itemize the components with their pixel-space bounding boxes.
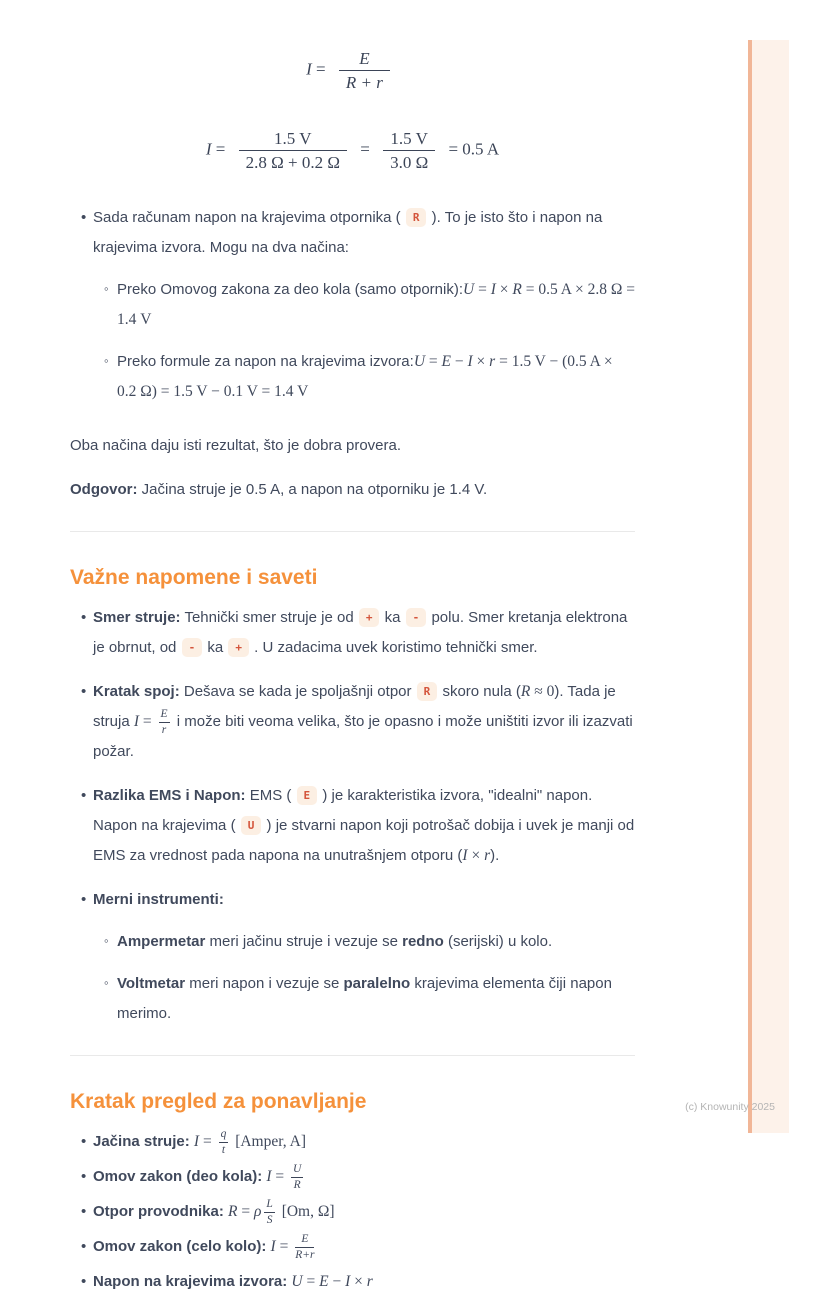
text-span: [Amper, A] <box>231 1133 307 1150</box>
list-item-text <box>93 1273 373 1290</box>
section-heading-summary: Kratak pregled za ponavljanje <box>70 1090 367 1113</box>
text-span: = <box>425 353 442 370</box>
bullet-marker <box>81 677 86 707</box>
formula-ohm-whole-circuit <box>70 0 635 94</box>
formula-lhs: I <box>306 59 312 79</box>
inline-fraction: $\frac{q}{t}$ <box>220 1128 227 1156</box>
solution-list <box>70 203 635 407</box>
list-item-text <box>93 1233 317 1261</box>
text-span: Napon na krajevima izvora: <box>93 1273 292 1290</box>
text-span: Preko formule za napon na krajevima izvora: <box>117 353 414 370</box>
text-span: r <box>484 847 491 864</box>
text-span: R <box>228 1203 238 1220</box>
notes-list <box>70 603 635 1029</box>
text-span: ≈ 0 <box>530 683 555 700</box>
text-span: Smer struje: <box>93 609 181 626</box>
list-item-text <box>93 891 224 908</box>
text-span: − <box>328 1273 346 1290</box>
check-note: Oba načina daju isti rezultat, što je dobra provera. <box>70 437 402 454</box>
fraction <box>383 128 435 174</box>
bullet-marker <box>104 926 109 956</box>
text-span: = <box>302 1273 320 1290</box>
text-span: Tehnički smer struje je od <box>180 609 358 626</box>
text-span: − <box>450 353 468 370</box>
inline-code-badge: R <box>406 208 427 227</box>
text-span: Preko Omovog zakona za deo kola (samo otpornik): <box>117 281 464 298</box>
list-item <box>93 347 635 407</box>
text-span: ). Tada je struja <box>93 683 616 730</box>
list-item-text <box>93 1198 335 1226</box>
inline-code-badge: E <box>297 786 318 805</box>
text-span: I <box>133 713 140 730</box>
divider <box>70 1055 635 1056</box>
inline-code-badge: - <box>406 608 427 627</box>
bullet-marker <box>81 781 86 811</box>
text-span: Jačina struje: <box>93 1133 194 1150</box>
text-span: Omov zakon (celo kolo): <box>93 1238 271 1255</box>
fraction <box>339 48 390 94</box>
text-span: R <box>512 281 522 298</box>
text-span: Odgovor: <box>70 481 138 498</box>
text-span: Sada računam napon na krajevima otpornika ( <box>93 209 405 226</box>
list-item <box>93 969 635 1029</box>
list-item-text <box>117 353 613 400</box>
inline-fraction: $\frac{U}{R}$ <box>293 1163 302 1191</box>
text-span: I <box>270 1238 276 1255</box>
list-item <box>93 927 635 957</box>
bullet-marker <box>81 1232 86 1262</box>
list-item-text <box>117 281 635 328</box>
list-item <box>70 781 635 871</box>
text-span: EMS ( <box>245 787 296 804</box>
list-item <box>70 1197 635 1227</box>
text-span: E <box>319 1273 329 1290</box>
text-span: U <box>463 281 475 298</box>
text-span: U <box>291 1273 303 1290</box>
text-span: I <box>490 281 496 298</box>
fraction-numerator: 1.5 V <box>239 128 347 151</box>
bullet-marker <box>81 1162 86 1192</box>
inline-fraction: $\frac{L}{S}$ <box>266 1198 273 1226</box>
text-span: ) je stvarni napon koji potrošač dobija i uvek je manji od EMS za vrednost pada napona na unutrašnjem otporu ( <box>93 817 635 864</box>
inline-code-badge: - <box>182 638 203 657</box>
text-span: meri jačinu struje i vezuje se <box>205 933 403 950</box>
text-span: paralelno <box>343 975 411 992</box>
list-item <box>70 1127 635 1157</box>
text-span: krajevima elementa čiji napon merimo. <box>117 975 612 1022</box>
text-span: = <box>275 1238 293 1255</box>
equals-sign: = <box>355 139 375 159</box>
text-span: ). To je isto što i napon na krajevima izvora. Mogu na dva načina: <box>93 209 603 256</box>
list-item-text <box>117 933 552 950</box>
bullet-marker <box>81 203 86 233</box>
text-span: r <box>366 1273 373 1290</box>
text-span: I <box>193 1133 200 1150</box>
text-span: meri napon i vezuje se <box>185 975 344 992</box>
text-span: Otpor provodnika: <box>93 1203 228 1220</box>
copyright-note: (c) Knowunity 2025 <box>685 1101 775 1113</box>
answer-line <box>70 475 635 505</box>
text-span: [Om, Ω] <box>277 1203 335 1220</box>
fraction-denominator: 3.0 Ω <box>390 152 429 172</box>
text-span: = <box>139 713 156 730</box>
page-edge-band <box>752 40 789 1133</box>
bullet-marker <box>104 274 109 304</box>
text-span: = <box>199 1133 216 1150</box>
text-span: I <box>462 847 468 864</box>
text-span: redno <box>402 933 444 950</box>
text-span: Ampermetar <box>117 933 206 950</box>
fraction-denominator: R + r <box>345 73 383 93</box>
fraction-numerator: E <box>339 48 390 71</box>
text-span: × <box>495 281 513 298</box>
section-heading-notes: Važne napomene i saveti <box>70 566 318 589</box>
bullet-marker <box>81 1127 86 1157</box>
text-span: × <box>467 847 485 864</box>
list-item <box>70 203 635 407</box>
bullet-marker <box>81 885 86 915</box>
text-span: I <box>467 353 473 370</box>
text-span: Jačina struje je 0.5 A, a napon na otporniku je 1.4 V. <box>137 481 488 498</box>
bullet-marker <box>81 1197 86 1227</box>
inline-fraction: $\frac{E}{R+r}$ <box>295 1233 315 1261</box>
page-edge-line <box>748 40 752 1133</box>
text-span: = <box>271 1168 289 1185</box>
text-span: skoro nula ( <box>438 683 521 700</box>
list-item-text <box>93 1163 306 1191</box>
text-span: Merni instrumenti: <box>93 891 224 908</box>
text-span: E <box>441 353 451 370</box>
fraction <box>239 128 347 174</box>
summary-list <box>70 1127 635 1297</box>
list-item-text <box>93 609 627 656</box>
bullet-marker <box>104 968 109 998</box>
list-item <box>70 1162 635 1192</box>
solution-sublist <box>93 275 635 407</box>
text-span: Razlika EMS i Napon: <box>93 787 246 804</box>
bullet-marker <box>81 603 86 633</box>
inline-fraction: $\frac{E}{r}$ <box>160 708 168 736</box>
text-span: polu. Smer kretanja elektrona je obrnut, od <box>93 609 628 656</box>
text-span: ) je karakteristika izvora, "idealni" napon. Napon na krajevima ( <box>93 787 593 834</box>
list-item-text <box>93 209 602 256</box>
text-span: U <box>413 353 426 370</box>
list-item-text <box>93 787 634 864</box>
formula-current-calculation <box>70 128 635 174</box>
text-span: r <box>489 353 496 370</box>
list-item-text <box>93 1128 307 1156</box>
text-span: ka <box>203 639 228 656</box>
text-span: i može biti veoma velika, što je opasno i može uništiti izvor ili izazvati požar. <box>93 713 633 760</box>
text-span: Dešava se kada je spoljašnji otpor <box>179 683 416 700</box>
text-span: = 0.5 A × 2.8 Ω = 1.4 V <box>117 281 635 328</box>
equals-sign: = <box>211 139 230 159</box>
list-item <box>70 1232 635 1262</box>
list-item-text <box>93 683 633 760</box>
fraction-numerator: 1.5 V <box>383 128 435 151</box>
inline-code-badge: + <box>228 638 249 657</box>
bullet-marker <box>81 1267 86 1297</box>
text-span: × <box>472 353 490 370</box>
text-span: Omov zakon (deo kola): <box>93 1168 267 1185</box>
inline-code-badge: U <box>241 816 262 835</box>
equals-sign: = <box>311 59 330 79</box>
text-span: (serijski) u kolo. <box>443 933 553 950</box>
text-span: I <box>345 1273 351 1290</box>
list-item <box>70 603 635 663</box>
text-span: ka <box>380 609 405 626</box>
text-span: ). <box>490 847 500 864</box>
text-span: = <box>474 281 491 298</box>
text-span: Voltmetar <box>117 975 186 992</box>
bullet-marker <box>104 346 109 376</box>
divider <box>70 531 635 532</box>
list-item <box>93 275 635 335</box>
list-item-text <box>117 975 612 1022</box>
list-item <box>70 677 635 767</box>
page-content <box>70 0 635 1297</box>
text-span: I <box>266 1168 272 1185</box>
inline-code-badge: R <box>417 682 438 701</box>
text-span: R <box>520 683 531 700</box>
text-span: = 1.5 V − (0.5 A × 0.2 Ω) = 1.5 V − 0.1 V = 1.4 V <box>117 353 613 400</box>
list-item <box>70 885 635 1029</box>
inline-code-badge: + <box>359 608 380 627</box>
fraction-denominator: 2.8 Ω + 0.2 Ω <box>245 152 340 172</box>
text-span: × <box>350 1273 367 1290</box>
text-span: ρ <box>253 1203 262 1220</box>
formula-result: = 0.5 A <box>444 139 500 159</box>
text-span: . U zadacima uvek koristimo tehnički smer. <box>250 639 538 656</box>
formula-lhs: I <box>205 139 212 159</box>
instruments-sublist <box>93 927 635 1029</box>
text-span: = <box>237 1203 254 1220</box>
list-item <box>70 1267 635 1297</box>
text-span: Kratak spoj: <box>93 683 180 700</box>
